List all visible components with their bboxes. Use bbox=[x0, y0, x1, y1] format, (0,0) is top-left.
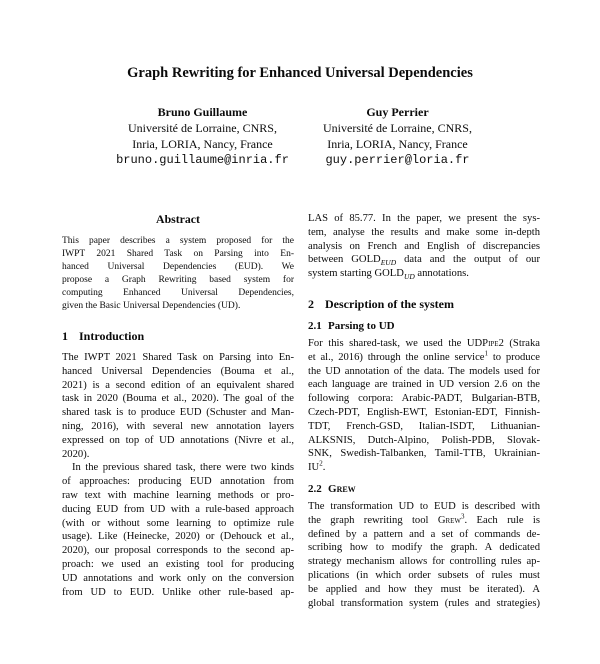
text-line: ALKSNIS, Dutch-Alpino, Polish-PDB, Slovak- bbox=[308, 434, 540, 446]
text-line: TDT, French-GSD, Italian-ISDT, Lithuanian- bbox=[308, 420, 540, 432]
text-line: each language are trained in UD version 2.6 on the bbox=[308, 379, 540, 391]
text-line: expressed on top of UD annotations (Nivre et al., bbox=[62, 434, 294, 446]
text-line: The transformation UD to EUD is described with bbox=[308, 500, 540, 512]
abstract-text bbox=[62, 235, 294, 313]
author-1-affiliation-line1: Université de Lorraine, CNRS, bbox=[128, 121, 277, 135]
section-2-1-title: Parsing to UD bbox=[328, 319, 395, 332]
abstract-heading: Abstract bbox=[156, 212, 200, 226]
text-line: The IWPT 2021 Shared Task on Parsing into En- bbox=[62, 352, 294, 363]
text-line: (with or without some learning to optimize rule bbox=[62, 517, 294, 529]
text-line: 2020), our proposal corresponds to the second ap- bbox=[62, 545, 294, 557]
author-2-affiliation-line1: Université de Lorraine, CNRS, bbox=[323, 121, 472, 135]
author-block bbox=[0, 104, 600, 169]
text-line: between $GOLD_{EUD}$ data and the output of our bbox=[308, 254, 540, 268]
text-line: hanced Universal Dependencies (EUD). We bbox=[62, 262, 294, 272]
left-column bbox=[62, 212, 294, 599]
intro-paragraph-1 bbox=[62, 351, 294, 461]
section-1-title: Introduction bbox=[79, 329, 145, 343]
right-column bbox=[308, 212, 540, 610]
text-line: ducing EUD from UD with a rule-based approach bbox=[62, 503, 294, 515]
text-line: SNK, Swedish-Talbanken, Tamil-TTB, Ukrainian- bbox=[308, 448, 540, 460]
text-line: proach: we used an existing tool for producing bbox=[62, 558, 294, 570]
text-line: task in 2020 (Bouma et al., 2020). The goal of the bbox=[62, 393, 294, 405]
author-1-name: Bruno Guillaume bbox=[157, 105, 248, 119]
text-line: raw text with machine learning methods or pro- bbox=[62, 489, 294, 501]
text-line: 2021) is a second edition of an equivalent shared bbox=[62, 379, 294, 391]
text-line: LAS of 85.77. In the paper, we present the sys- bbox=[308, 213, 540, 224]
section-2-2-title: Grew bbox=[328, 482, 356, 495]
text-line: usage). Like (Heinecke, 2020) or (Dehouck et al., bbox=[62, 531, 294, 543]
text-line: $IU^2$. bbox=[308, 459, 326, 474]
section-2-2-heading bbox=[308, 482, 540, 496]
text-line: global transformation system (rules and strategies) bbox=[308, 597, 540, 609]
intro-paragraph-2 bbox=[62, 461, 294, 599]
text-line: ning, 2016), with several new annotation layers bbox=[62, 420, 294, 432]
text-line: of approaches: producing EUD annotation from bbox=[62, 476, 294, 488]
text-line: IWPT 2021 Shared Task on Parsing into En- bbox=[62, 249, 294, 259]
author-2 bbox=[300, 104, 495, 169]
author-2-email: guy.perrier@loria.fr bbox=[325, 153, 470, 167]
text-line: UD annotations and work only on the conversion bbox=[62, 572, 294, 584]
text-line: from UD to EUD. Unlike other rule-based ap- bbox=[62, 586, 294, 598]
text-line: the graph rewriting tool Grew$^3$. Each rule is bbox=[308, 512, 540, 526]
text-line: et al., 2016) through the online service$^1$ to produce bbox=[308, 349, 540, 363]
text-line: given the Basic Universal Dependencies (UD). bbox=[62, 301, 241, 311]
two-column-body bbox=[62, 212, 600, 610]
section-1-number: 1 bbox=[62, 329, 68, 343]
grew-paragraph bbox=[308, 500, 540, 610]
text-line: plications (in which order subsets of rules must bbox=[308, 569, 540, 581]
text-line: system starting $GOLD_{UD}$ annotations. bbox=[308, 268, 469, 282]
section-2-heading bbox=[308, 297, 540, 312]
text-line: strategy mechanism allows for controlling rules ap- bbox=[308, 556, 540, 568]
text-line: be applied and how they must be iterated). A bbox=[308, 583, 540, 595]
text-line: propose a Graph Rewriting based system for bbox=[62, 275, 294, 285]
author-2-name: Guy Perrier bbox=[366, 105, 429, 119]
section-2-1-heading bbox=[308, 319, 540, 333]
author-2-affiliation-line2: Inria, LORIA, Nancy, France bbox=[327, 137, 468, 151]
text-line: following corpora: Arabic-PADT, Bulgarian-BTB, bbox=[308, 393, 540, 405]
text-line: the UD annotation of the data. The models used for bbox=[308, 365, 540, 377]
section-2-title: Description of the system bbox=[325, 296, 454, 311]
text-line: scribing how to modify the graph. A dedicated bbox=[308, 542, 540, 554]
text-line: tem, analyse the results and make some in-depth bbox=[308, 226, 540, 238]
author-1-email: bruno.guillaume@inria.fr bbox=[116, 153, 289, 167]
author-1 bbox=[105, 104, 300, 169]
parsing-paragraph bbox=[308, 337, 540, 475]
paper-title: Graph Rewriting for Enhanced Universal Dependencies bbox=[127, 65, 473, 81]
text-line: For this shared-task, we used the UDPipe2 (Straka bbox=[308, 337, 540, 349]
section-2-1-number: 2.1 bbox=[308, 319, 322, 332]
continuation-paragraph bbox=[308, 212, 540, 281]
text-line: hanced Universal Dependencies (Bouma et al., bbox=[62, 365, 294, 377]
text-line: In the previous shared task, there were two kinds bbox=[72, 462, 294, 474]
text-line: computing Enhanced Universal Dependencies, bbox=[62, 288, 294, 298]
text-line: shared task is to produce EUD (Schuster and Man- bbox=[62, 407, 294, 419]
section-2-number: 2 bbox=[308, 296, 314, 311]
section-2-2-number: 2.2 bbox=[308, 482, 322, 495]
paper-page bbox=[0, 64, 600, 664]
text-line: analysis on French and English of discrepancies bbox=[308, 240, 540, 252]
text-line: Czech-PDT, English-EWT, Estonian-EDT, Finnish- bbox=[308, 406, 540, 418]
text-line: This paper describes a system proposed for the bbox=[62, 236, 294, 246]
text-line: 2020). bbox=[62, 448, 90, 460]
text-line: defined by a pattern and a set of commands de- bbox=[308, 528, 540, 540]
author-1-affiliation-line2: Inria, LORIA, Nancy, France bbox=[132, 137, 273, 151]
section-1-heading bbox=[62, 329, 294, 344]
